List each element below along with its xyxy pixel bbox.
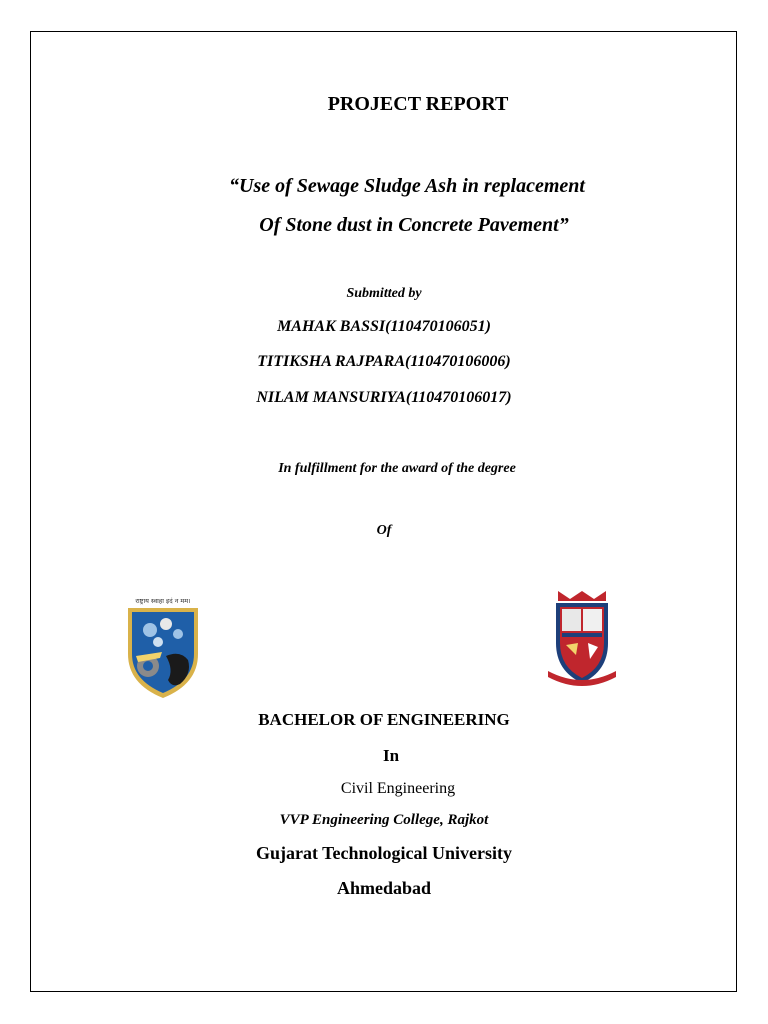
author-name: MAHAK BASSI(110470106051) — [277, 318, 491, 335]
vvp-college-crest-icon — [122, 594, 204, 700]
gtu-university-crest-icon — [520, 585, 656, 695]
in-label: In — [382, 746, 400, 765]
author-name: NILAM MANSURIYA(110470106017) — [256, 389, 512, 406]
of-label: Of — [376, 523, 392, 538]
branch-name: Civil Engineering — [340, 780, 456, 797]
degree-title: BACHELOR OF ENGINEERING — [258, 710, 510, 729]
university-name: Gujarat Technological University — [256, 843, 512, 863]
report-heading: PROJECT REPORT — [327, 93, 509, 115]
project-subject-line-2: Of Stone dust in Concrete Pavement” — [259, 214, 569, 236]
college-name: VVP Engineering College, Rajkot — [279, 812, 489, 828]
project-subject-line-1: “Use of Sewage Sludge Ash in replacement — [229, 175, 585, 197]
fulfillment-statement: In fulfillment for the award of the degree — [278, 461, 516, 476]
city-name: Ahmedabad — [336, 878, 432, 898]
author-name: TITIKSHA RAJPARA(110470106006) — [257, 353, 511, 370]
submitted-by-label: Submitted by — [346, 286, 422, 301]
svg-text:राष्ट्राय स्वाहा इदं न मम।: राष्ट्राय स्वाहा इदं न मम। — [135, 597, 191, 605]
